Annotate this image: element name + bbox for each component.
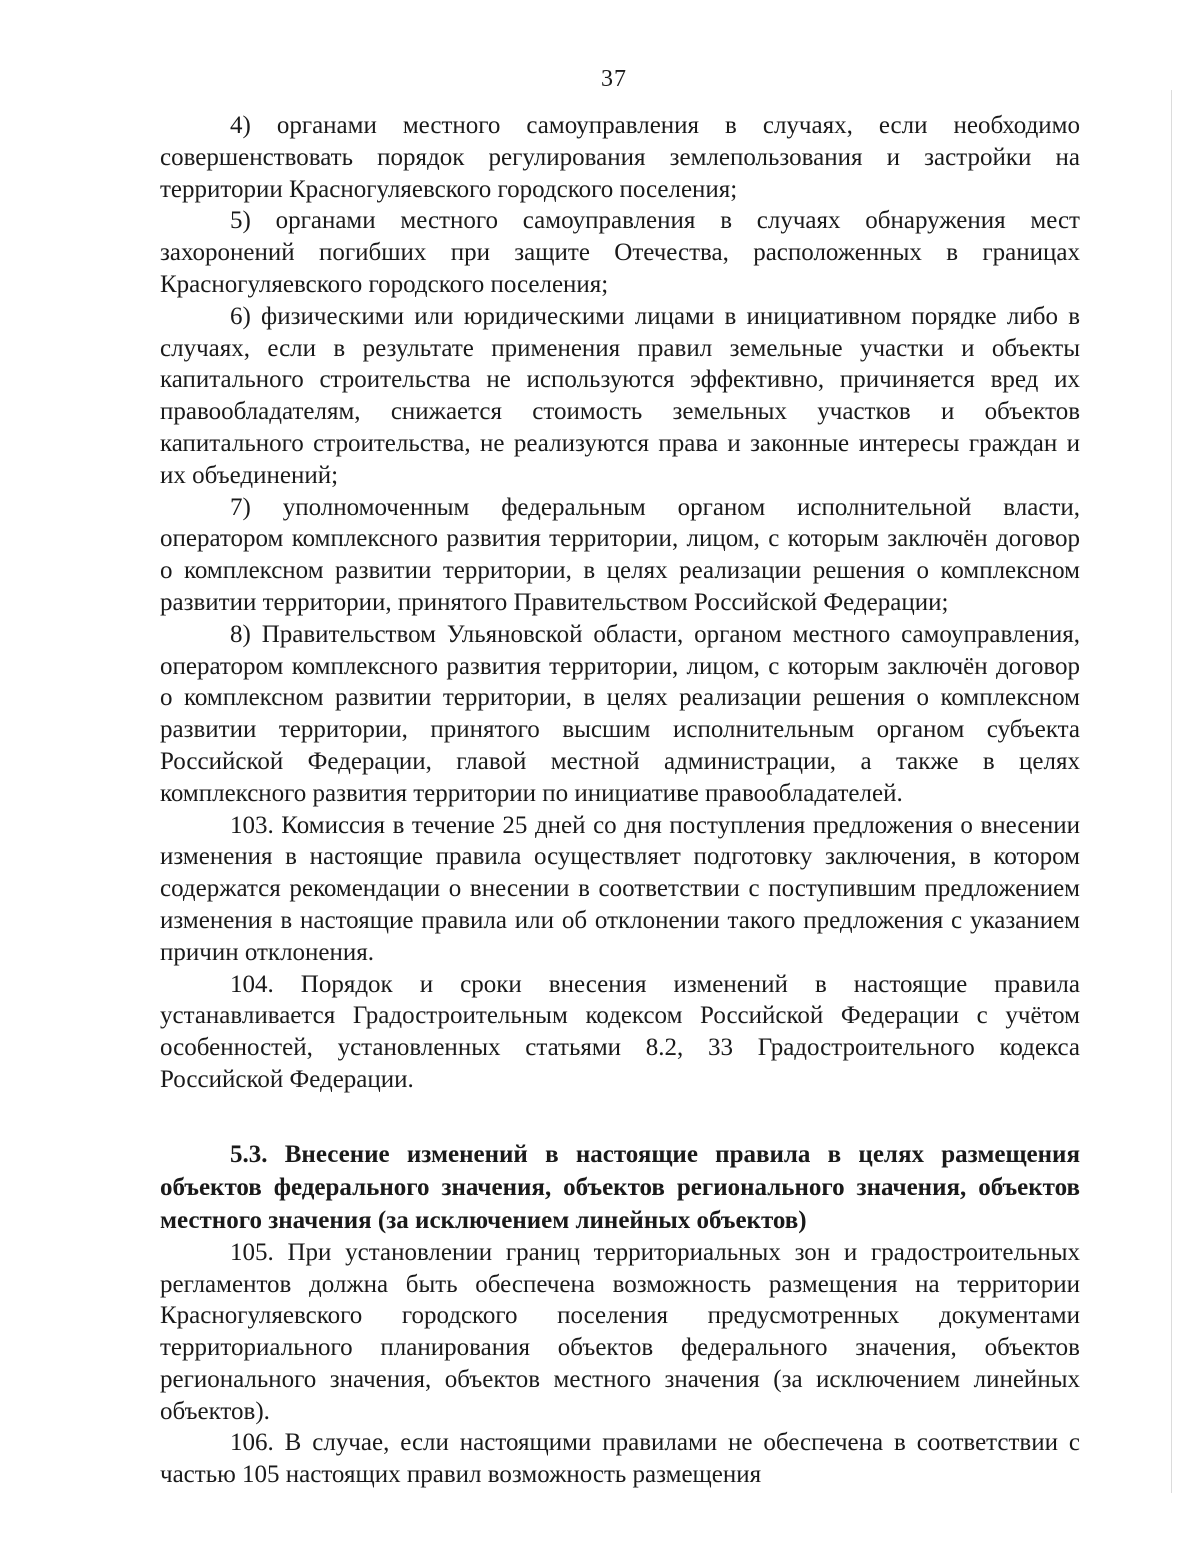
list-item-8: 8) Правительством Ульяновской области, органом местного самоуправления, оператором комплексного развития территории, лицом, с которым заключён договор о комплексном развитии территории, в целях реализации решения о комплексном развитии территории, принятого высшим исполнительным органом субъекта Российской Федерации, главой местной администрации, а также в целях комплексного развития территории по инициативе правообладателей. — [160, 620, 1080, 807]
list-item-5: 5) органами местного самоуправления в случаях обнаружения мест захоронений погибших при защите Отечества, расположенных в границах Красногуляевского городского поселения; — [160, 207, 1080, 298]
paragraph-105: 105. При установлении границ территориальных зон и градостроительных регламентов должна быть обеспечена возможность размещения на территории Красногуляевского городского поселения предусмотренных документами территориального планирования объектов федерального значения, объектов регионального значения, объектов местного значения (за исключением линейных объектов). — [160, 1238, 1080, 1425]
document-body — [160, 110, 1080, 1491]
paragraph-104: 104. Порядок и сроки внесения изменений в настоящие правила устанавливается Градостроительным кодексом Российской Федерации с учётом особенностей, установленных статьями 8.2, 33 Градостроительного кодекса Российской Федерации. — [160, 970, 1080, 1093]
list-item-7: 7) уполномоченным федеральным органом исполнительной власти, оператором комплексного развития территории, лицом, с которым заключён договор о комплексном развитии территории, в целях реализации решения о комплексном развитии территории, принятого Правительством Российской Федерации; — [160, 493, 1080, 616]
paragraph-103: 103. Комиссия в течение 25 дней со дня поступления предложения о внесении изменения в настоящие правила осуществляет подготовку заключения, в котором содержатся рекомендации о внесении в соответствии с поступившим предложением изменения в настоящие правила или об отклонении такого предложения с указанием причин отклонения. — [160, 811, 1080, 966]
list-item-6: 6) физическими или юридическими лицами в инициативном порядке либо в случаях, если в результате применения правил земельные участки и объекты капитального строительства не используются эффективно, причиняется вред их правообладателям, снижается стоимость земельных участков и объектов капитального строительства, не реализуются права и законные интересы граждан и их объединений; — [160, 302, 1080, 489]
section-heading: 5.3. Внесение изменений в настоящие правила в целях размещения объектов федерального значения, объектов регионального значения, объектов местного значения (за исключением линейных объектов) — [160, 1140, 1080, 1234]
page-number: 37 — [601, 66, 627, 92]
list-item-4: 4) органами местного самоуправления в случаях, если необходимо совершенствовать порядок регулирования землепользования и застройки на территории Красногуляевского городского поселения; — [160, 112, 1080, 203]
scan-edge-line — [1171, 90, 1172, 1493]
paragraph-106: 106. В случае, если настоящими правилами не обеспечена в соответствии с частью 105 настоящих правил возможность размещения — [160, 1429, 1080, 1489]
